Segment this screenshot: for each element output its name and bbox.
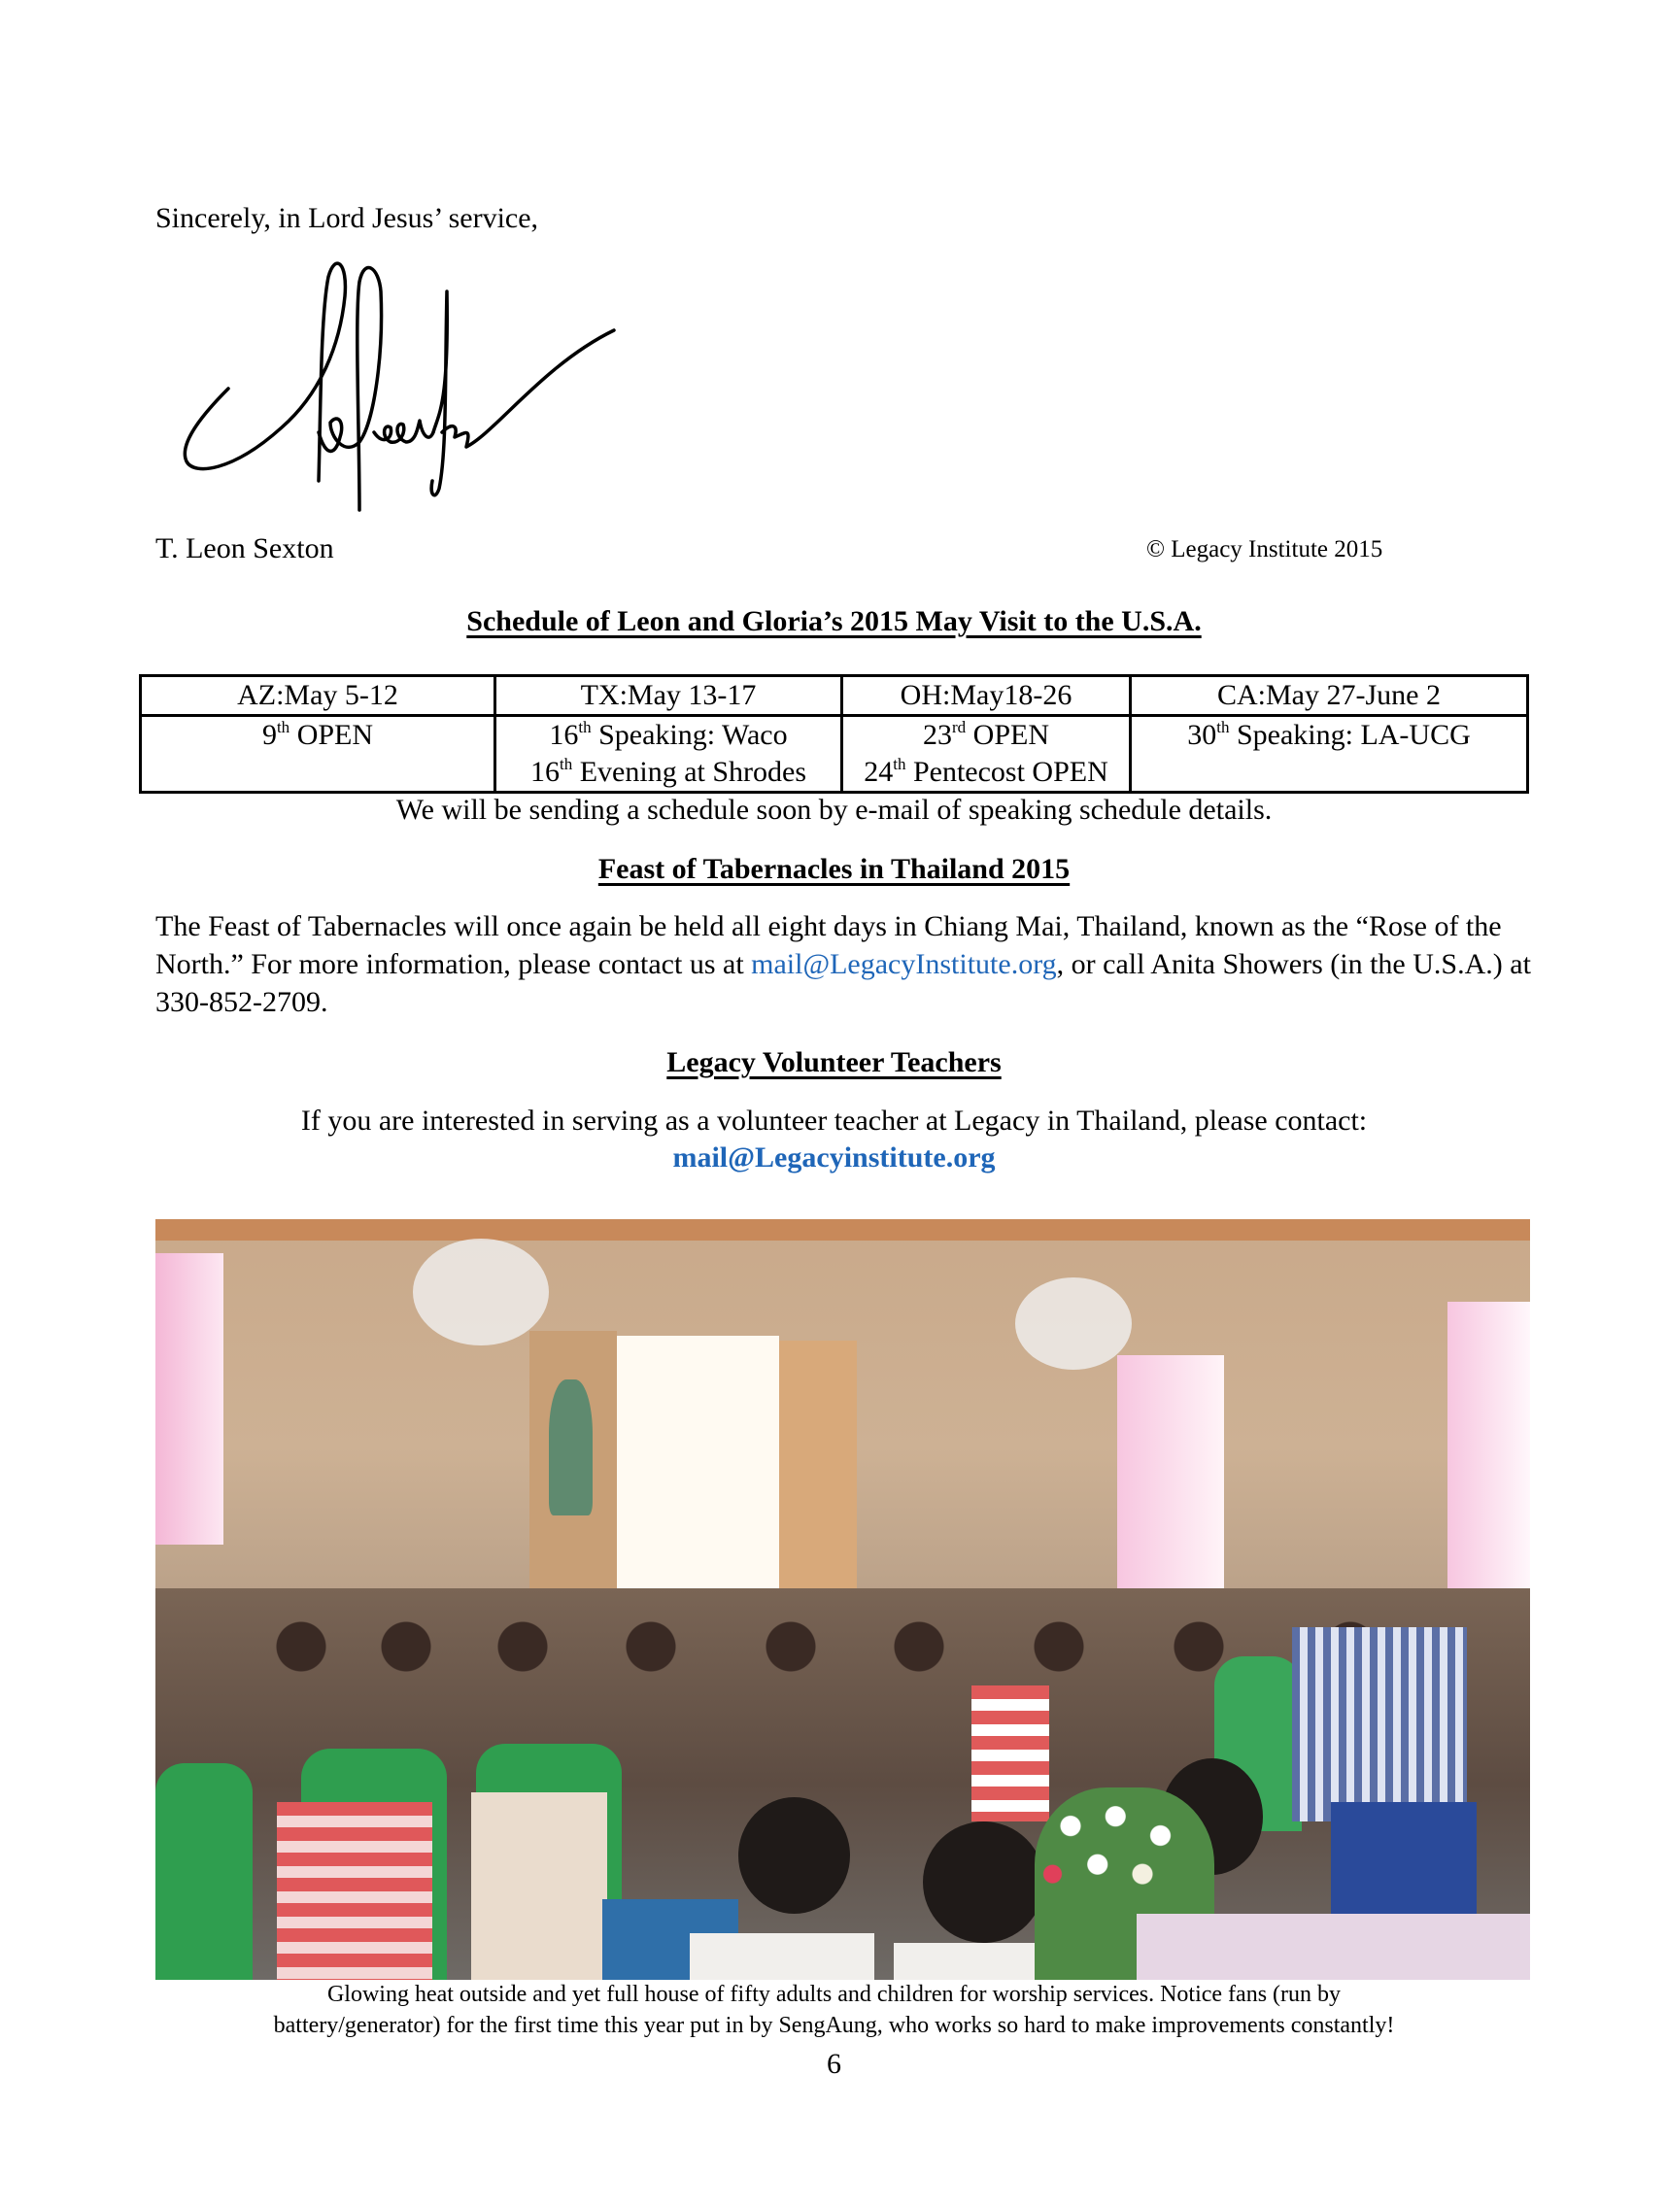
- signature-icon: [175, 238, 622, 520]
- closing-line: Sincerely, in Lord Jesus’ service,: [155, 202, 539, 234]
- schedule-header-tx: TX:May 13-17: [495, 676, 842, 716]
- schedule-entry: 16th Speaking: Waco: [549, 718, 788, 751]
- volunteer-heading: Legacy Volunteer Teachers: [666, 1046, 1002, 1078]
- photo-caption: [0, 1979, 1668, 2041]
- schedule-entry: 9th OPEN: [261, 718, 374, 751]
- worship-photo: [155, 1219, 1530, 1980]
- schedule-entry: 30th Speaking: LA-UCG: [1187, 718, 1471, 751]
- page-number: 6: [827, 2048, 841, 2080]
- schedule-cell-tx: [495, 716, 842, 793]
- schedule-table: [139, 674, 1529, 794]
- feast-email-link[interactable]: mail@LegacyInstitute.org: [751, 948, 1057, 980]
- schedule-cell-ca: [1131, 716, 1528, 793]
- fan-icon: [413, 1239, 549, 1345]
- feast-heading-wrap: [0, 853, 1668, 886]
- schedule-entry: 16th Evening at Shrodes: [529, 755, 807, 788]
- schedule-entry: 23rd OPEN: [922, 718, 1049, 751]
- copyright-notice: © Legacy Institute 2015: [1146, 536, 1383, 562]
- schedule-header-row: [141, 676, 1528, 716]
- schedule-header-az: AZ:May 5-12: [141, 676, 495, 716]
- volunteer-email-wrap: [0, 1139, 1668, 1176]
- volunteer-email-link[interactable]: mail@Legacyinstitute.org: [672, 1141, 996, 1174]
- signer-name: T. Leon Sexton: [155, 532, 334, 564]
- fan-icon: [1015, 1277, 1132, 1370]
- schedule-cell-oh: [842, 716, 1131, 793]
- schedule-entry: 24th Pentecost OPEN: [864, 755, 1108, 788]
- schedule-header-oh: OH:May18-26: [842, 676, 1131, 716]
- feast-paragraph: The Feast of Tabernacles will once again be held all eight days in Chiang Mai, Thailand, known as the “Rose of the North.” For more information, please contact us at mail@LegacyInstitute.org, or call Anita Showers (in the U.S.A.) at 330-852-2709.: [155, 910, 1531, 1018]
- volunteer-paragraph: If you are interested in serving as a volunteer teacher at Legacy in Thailand, please contact:: [300, 1105, 1368, 1137]
- schedule-header-ca: CA:May 27-June 2: [1131, 676, 1528, 716]
- schedule-heading: Schedule of Leon and Gloria’s 2015 May Visit to the U.S.A.: [466, 605, 1202, 637]
- schedule-heading-wrap: [0, 605, 1668, 638]
- schedule-note: We will be sending a schedule soon by e-mail of speaking schedule details.: [395, 794, 1273, 826]
- volunteer-heading-wrap: [0, 1046, 1668, 1079]
- photo-caption-line-2: battery/generator) for the first time this year put in by SengAung, who works so hard to make improvements constantly!: [273, 2013, 1395, 2038]
- photo-caption-line-1: Glowing heat outside and yet full house of fifty adults and children for worship services. Notice fans (run by: [326, 1982, 1342, 2007]
- schedule-body-row: [141, 716, 1528, 793]
- feast-heading: Feast of Tabernacles in Thailand 2015: [597, 853, 1071, 885]
- schedule-cell-az: [141, 716, 495, 793]
